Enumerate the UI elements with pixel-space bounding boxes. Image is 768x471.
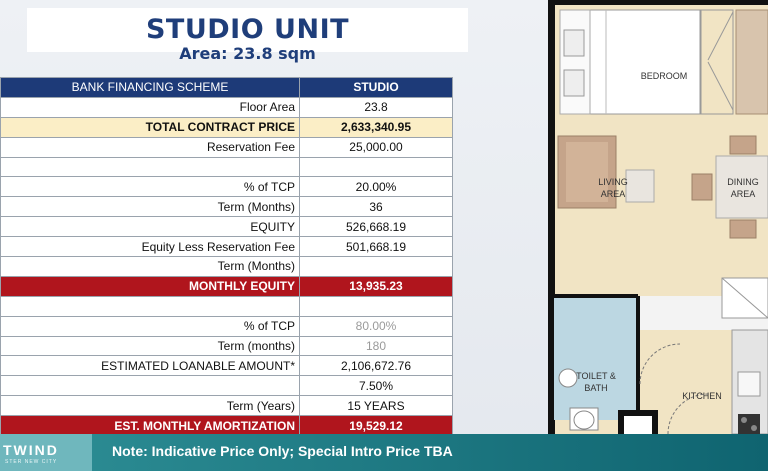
floor-plan [548, 0, 768, 434]
row-label: ESTIMATED LOANABLE AMOUNT* [1, 356, 300, 376]
row-label: MONTHLY EQUITY [1, 276, 300, 296]
row-value [300, 157, 453, 177]
financing-table [0, 77, 453, 436]
row-label: EQUITY [1, 217, 300, 237]
kitchen-label: KITCHEN [682, 391, 722, 401]
row-label: Term (Years) [1, 396, 300, 416]
row-value: 80.00% [300, 316, 453, 336]
row-value: 13,935.23 [300, 276, 453, 296]
row-label: % of TCP [1, 177, 300, 197]
table-header-label: BANK FINANCING SCHEME [1, 78, 300, 98]
row-value: 7.50% [300, 376, 453, 396]
row-value: 15 YEARS [300, 396, 453, 416]
row-label: Term (Months) [1, 257, 300, 277]
row-value: 36 [300, 197, 453, 217]
table-row [1, 316, 453, 336]
table-row-monthly-amortization [1, 416, 453, 436]
toilet-bath-label: TOILET & BATH [576, 371, 616, 393]
table-row [1, 257, 453, 277]
brand-logo [0, 434, 92, 471]
bathroom-floor [554, 296, 638, 420]
row-label: Term (Months) [1, 197, 300, 217]
row-label [1, 157, 300, 177]
brand-name: TWIND [3, 442, 59, 458]
table-row [1, 356, 453, 376]
table-row [1, 336, 453, 356]
table-row [1, 376, 453, 396]
row-label [1, 376, 300, 396]
table-row [1, 137, 453, 157]
brand-subtitle: STER NEW CITY [5, 459, 58, 465]
floor-plan-drawing [548, 0, 768, 434]
price-note: Note: Indicative Price Only; Special Intro Price TBA [112, 443, 453, 459]
bedroom-label: BEDROOM [640, 71, 688, 81]
row-label: Floor Area [1, 97, 300, 117]
row-label: TOTAL CONTRACT PRICE [1, 117, 300, 137]
row-label: EST. MONTHLY AMORTIZATION [1, 416, 300, 436]
table-row [1, 396, 453, 416]
row-value: 526,668.19 [300, 217, 453, 237]
table-row [1, 97, 453, 117]
page-title: STUDIO UNIT [145, 14, 350, 45]
row-value: 2,106,672.76 [300, 356, 453, 376]
row-label [1, 296, 300, 316]
row-value: 23.8 [300, 97, 453, 117]
table-row [1, 157, 453, 177]
row-value [300, 257, 453, 277]
table-row [1, 217, 453, 237]
table-row [1, 197, 453, 217]
row-value: 19,529.12 [300, 416, 453, 436]
table-row [1, 237, 453, 257]
table-row-monthly-equity [1, 276, 453, 296]
living-area-label: LIVING AREA [598, 177, 628, 199]
row-value [300, 296, 453, 316]
row-label: Term (months) [1, 336, 300, 356]
row-value: 25,000.00 [300, 137, 453, 157]
row-value: 2,633,340.95 [300, 117, 453, 137]
dining-area-label: DINING AREA [727, 177, 759, 199]
row-label: Reservation Fee [1, 137, 300, 157]
row-value: 20.00% [300, 177, 453, 197]
footer-banner [0, 434, 768, 471]
row-label: % of TCP [1, 316, 300, 336]
row-value: 501,668.19 [300, 237, 453, 257]
table-row [1, 177, 453, 197]
row-value: 180 [300, 336, 453, 356]
row-label: Equity Less Reservation Fee [1, 237, 300, 257]
table-row [1, 296, 453, 316]
table-row-total-contract-price [1, 117, 453, 137]
table-header-value: STUDIO [300, 78, 453, 98]
table-header-row [1, 78, 453, 98]
unit-area: Area: 23.8 sqm [179, 44, 316, 63]
